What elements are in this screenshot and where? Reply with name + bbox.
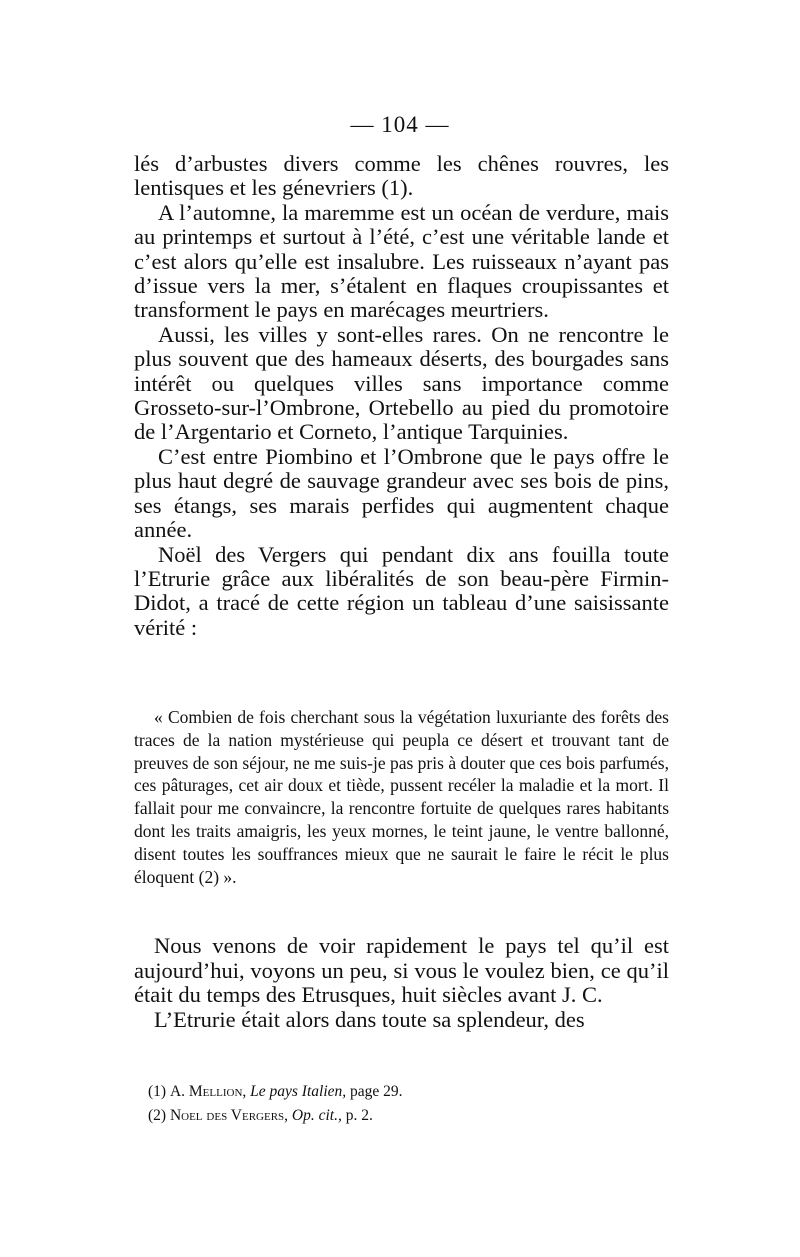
footnote-marker: (2): [148, 1107, 167, 1124]
footnote: [148, 1080, 668, 1104]
paragraph: lés d’arbustes divers comme les chênes rouvres, les lentisques et les génevriers (1).: [134, 151, 669, 201]
footnote-author: Noel des Vergers,: [169, 1107, 289, 1124]
footnote-title: Le pays Italien,: [250, 1083, 347, 1100]
paragraph: Nous venons de voir rapidement le pays tel qu’il est aujourd’hui, voyons un peu, si vous le voulez bien, ce qu’il était du temps des Etrusques, huit siècles avant J. C.: [134, 933, 669, 1008]
footnote-page: page 29.: [350, 1083, 403, 1100]
footnote-author: A. Mellion,: [169, 1083, 247, 1100]
block-quote: [134, 706, 669, 888]
paragraph: C’est entre Piombino et l’Ombrone que le pays offre le plus haut degré de sauvage grandeur avec ses bois de pins, ses étangs, ses marais perfides qui augmentent chaque année.: [134, 443, 669, 543]
page-number: — 104 —: [350, 112, 450, 137]
footnotes: [148, 1080, 668, 1128]
footnote: [148, 1104, 668, 1128]
paragraph: L’Etrurie était alors dans toute sa splendeur, des: [154, 1006, 585, 1032]
paragraph: A l’automne, la maremme est un océan de verdure, mais au printemps et surtout à l’été, c’est une véritable lande et c’est alors qu’elle est insalubre. Les ruisseaux n’ayant pas d’issue vers la mer, s’étalent en flaques croupissantes et transforment le pays en marécages meurtriers.: [134, 199, 669, 323]
paragraph: Noël des Vergers qui pendant dix ans fouilla toute l’Etrurie grâce aux libéralités de son beau-père Firmin-Didot, a tracé de cette région un tableau d’une saisissante vérité :: [134, 541, 669, 640]
quote-text: « Combien de fois cherchant sous la végétation luxuriante des forêts des traces de la nation mystérieuse qui peupla ce désert et trouvant tant de preuves de son séjour, ne me suis-je pas pris à douter que ces bois parfumés, ces pâturages, cet air doux et tiède, pussent recéler la maladie et la mort. Il fallait pour me convaincre, la rencontre fortuite de quelques rares habitants dont les traits amaigris, les yeux mornes, le teint jaune, le ventre ballonné, disent toutes les souffrances mieux que ne saurait le faire le récit le plus éloquent (2) ».: [134, 707, 669, 887]
footnote-marker: (1): [148, 1083, 167, 1100]
body-text-continued: [134, 934, 669, 1032]
body-text: [134, 152, 669, 640]
paragraph: Aussi, les villes y sont-elles rares. On ne rencontre le plus souvent que des hameaux déserts, des bourgades sans intérêt ou quelques villes sans importance comme Grosseto-sur-l’Ombrone, Ortebello au pied du promotoire de l’Argentario et Corneto, l’antique Tarquinies.: [134, 321, 669, 445]
footnote-page: p. 2.: [345, 1107, 373, 1124]
footnote-title: Op. cit.,: [291, 1107, 342, 1124]
